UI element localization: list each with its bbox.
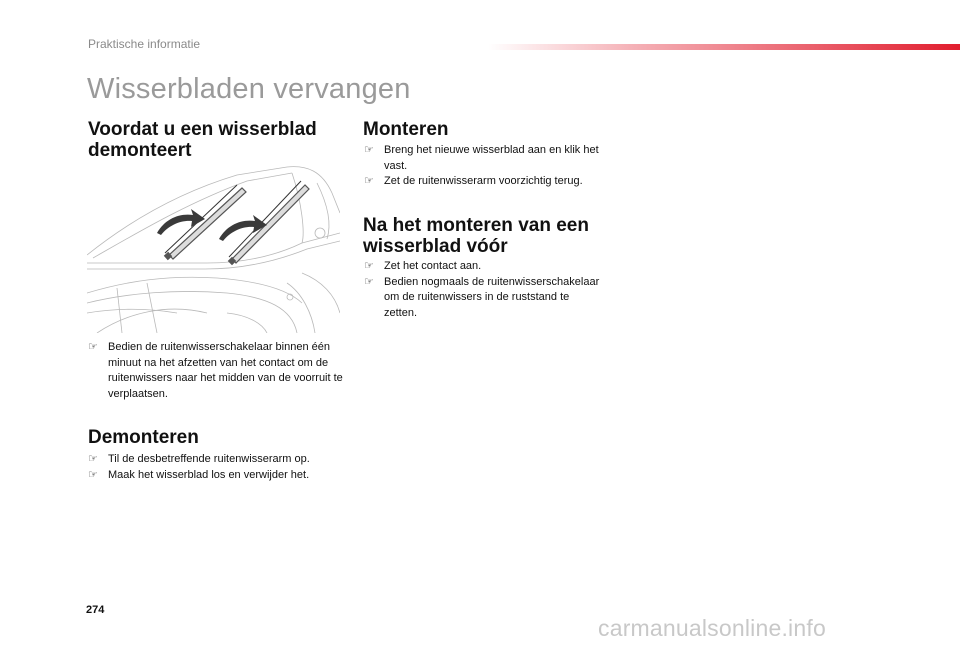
hand-pointer-icon: ☞ <box>364 144 374 156</box>
list-item <box>88 452 348 468</box>
list-item <box>364 275 604 322</box>
wiper-illustration <box>87 163 340 333</box>
step-text: Bedien nogmaals de ruitenwisserschakelaar om de ruitenwissers in de ruststand te zetten. <box>384 275 600 319</box>
step-text: Til de desbetreffende ruitenwisserarm op. <box>108 453 310 465</box>
header-accent-bar <box>488 44 960 50</box>
list-item <box>88 468 348 484</box>
list-item <box>364 174 609 190</box>
hand-pointer-icon: ☞ <box>88 468 98 481</box>
section-label: Praktische informatie <box>88 37 201 51</box>
after-install-heading: Na het monteren van een wisserblad vóór <box>363 215 589 257</box>
before-remove-heading: Voordat u een wisserblad demonteert <box>88 119 317 161</box>
step-text: Breng het nieuwe wisserblad aan en klik het vast. <box>384 144 599 172</box>
list-item <box>364 259 604 275</box>
watermark: carmanualsonline.info <box>598 615 826 641</box>
list-item <box>88 340 343 402</box>
remove-steps <box>88 452 348 483</box>
step-text: Zet de ruitenwisserarm voorzichtig terug. <box>384 175 583 187</box>
step-text: Bedien de ruitenwisserschakelaar binnen één minuut na het afzetten van het contact om de ruitenwissers naar het midden van de voorruit te verplaatsen. <box>108 341 343 400</box>
step-text: Maak het wisserblad los en verwijder het. <box>108 468 310 481</box>
before-remove-steps <box>88 340 343 402</box>
hand-pointer-icon: ☞ <box>88 453 98 465</box>
remove-heading: Demonteren <box>88 427 199 448</box>
hand-pointer-icon: ☞ <box>364 260 374 272</box>
install-steps <box>364 143 609 190</box>
list-item <box>364 143 609 174</box>
hand-pointer-icon: ☞ <box>364 175 374 187</box>
hand-pointer-icon: ☞ <box>364 275 374 288</box>
page-number: 274 <box>86 604 105 616</box>
hand-pointer-icon: ☞ <box>88 341 98 353</box>
after-install-steps <box>364 259 604 321</box>
step-text: Zet het contact aan. <box>384 260 482 272</box>
install-heading: Monteren <box>363 119 449 140</box>
page-title: Wisserbladen vervangen <box>87 73 411 105</box>
